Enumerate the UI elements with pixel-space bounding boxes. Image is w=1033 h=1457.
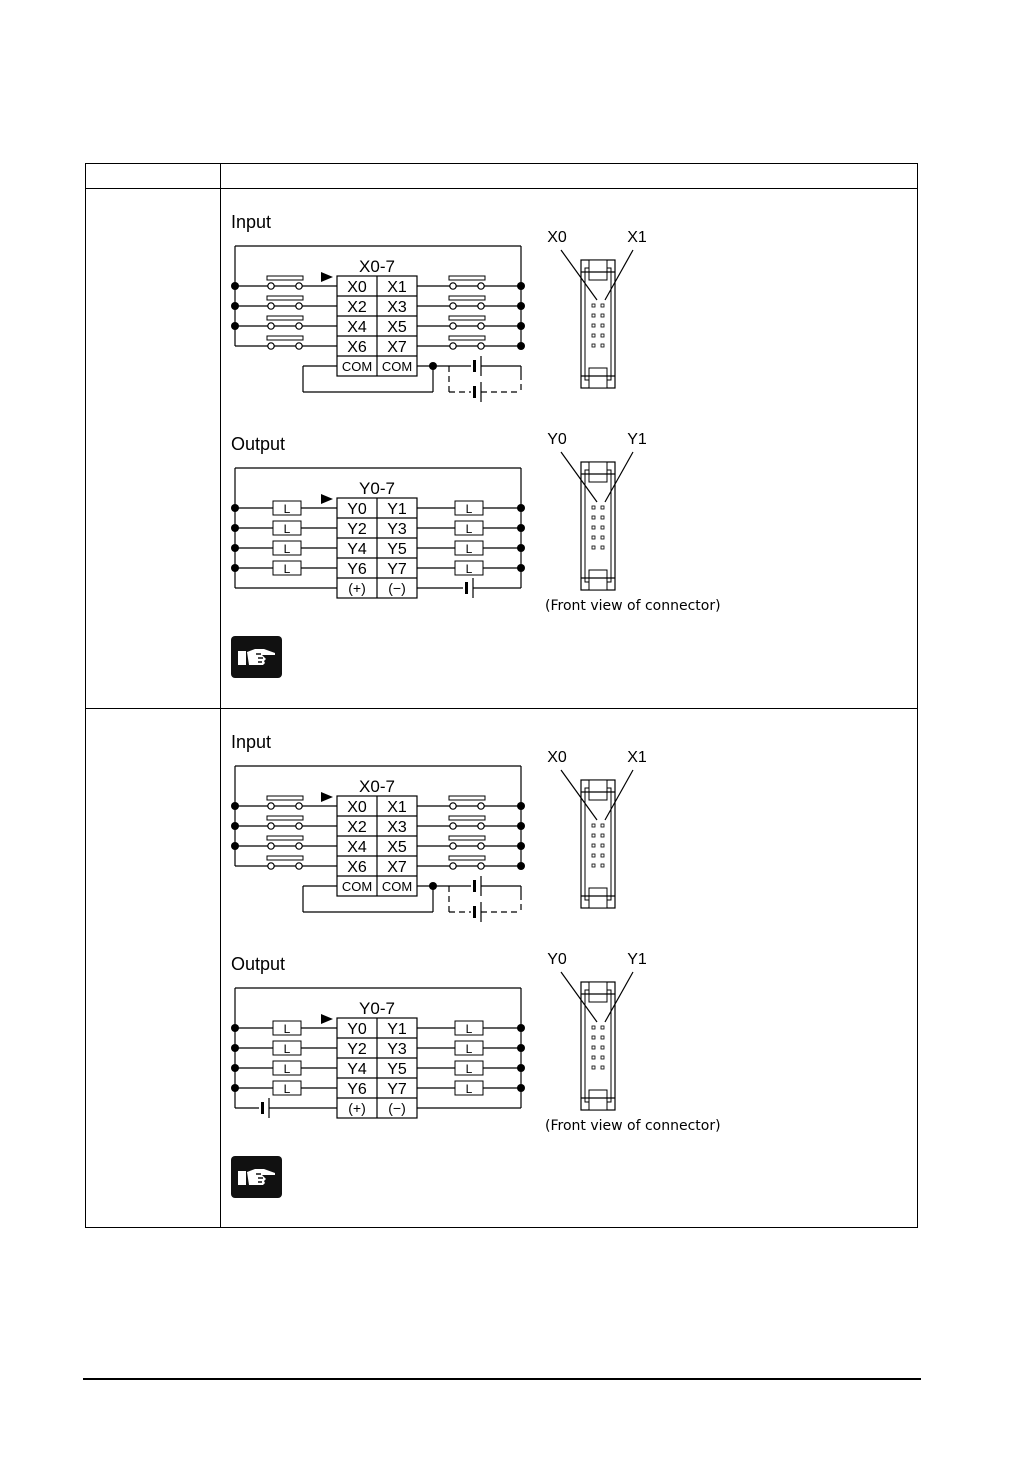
connector-key <box>589 462 607 482</box>
connector-pin <box>592 344 595 347</box>
pointing-hand-icon <box>231 1156 282 1198</box>
connector-pin <box>601 864 604 867</box>
switch-bar <box>267 336 303 340</box>
connector-pin <box>601 1056 604 1059</box>
switch-contact <box>268 323 274 329</box>
terminal-label: X2 <box>347 819 367 836</box>
connector-pin-label: X0 <box>547 749 567 766</box>
switch-contact <box>478 303 484 309</box>
input-heading: Input <box>231 732 272 752</box>
terminal-label: X0 <box>347 799 367 816</box>
terminal-group-label: X0-7 <box>359 777 395 796</box>
connector-pin <box>592 864 595 867</box>
switch-contact <box>478 823 484 829</box>
switch-bar <box>449 316 485 320</box>
switch-contact <box>450 323 456 329</box>
wiring-section-1 <box>225 188 915 708</box>
column-divider <box>220 164 221 1227</box>
switch-contact <box>450 283 456 289</box>
connector-pin <box>601 854 604 857</box>
terminal-label: Y1 <box>387 501 407 518</box>
terminal-label: COM <box>381 359 413 374</box>
wiring-diagram-1 <box>225 188 915 708</box>
switch-contact <box>296 803 302 809</box>
load-label: L <box>465 502 473 516</box>
pin-leader <box>605 770 633 820</box>
switch-contact <box>450 303 456 309</box>
connector-pin-label: Y1 <box>627 431 647 448</box>
load-label: L <box>465 542 473 556</box>
switch-contact <box>268 843 274 849</box>
wiring-section-2 <box>225 708 915 1228</box>
switch-contact <box>450 863 456 869</box>
switch-bar <box>267 816 303 820</box>
switch-contact <box>296 843 302 849</box>
connector-caption: (Front view of connector) <box>545 1118 721 1134</box>
switch-contact <box>296 863 302 869</box>
load-label: L <box>465 1022 473 1036</box>
load-label: L <box>283 1042 291 1056</box>
pointing-hand-icon <box>231 636 282 678</box>
terminal-label: Y2 <box>347 521 367 538</box>
terminal-label: Y2 <box>347 1041 367 1058</box>
terminal-label: Y6 <box>347 1081 367 1098</box>
switch-contact <box>478 803 484 809</box>
connector-pin <box>601 314 604 317</box>
junction-dot <box>517 342 525 350</box>
terminal-label: Y7 <box>387 1081 407 1098</box>
connector-key <box>589 780 607 800</box>
direction-arrow <box>321 494 333 504</box>
connector-key <box>589 1090 607 1110</box>
output-heading: Output <box>231 434 286 454</box>
switch-bar <box>267 856 303 860</box>
switch-contact <box>450 843 456 849</box>
pin-leader <box>605 452 633 502</box>
switch-bar <box>449 276 485 280</box>
terminal-label: Y5 <box>387 1061 407 1078</box>
switch-bar <box>267 836 303 840</box>
load-label: L <box>283 502 291 516</box>
terminal-label: Y1 <box>387 1021 407 1038</box>
switch-contact <box>268 863 274 869</box>
terminal-label: Y0 <box>347 1021 367 1038</box>
load-label: L <box>283 1022 291 1036</box>
terminal-label: Y4 <box>347 1061 367 1078</box>
connector-pin <box>592 526 595 529</box>
switch-contact <box>450 803 456 809</box>
connector-pin <box>601 516 604 519</box>
load-label: L <box>283 542 291 556</box>
terminal-label: Y0 <box>347 501 367 518</box>
terminal-label: Y4 <box>347 541 367 558</box>
switch-contact <box>296 823 302 829</box>
switch-bar <box>449 856 485 860</box>
connector-pin <box>592 1056 595 1059</box>
connector-key <box>589 260 607 280</box>
connector-key <box>589 888 607 908</box>
terminal-label: X7 <box>387 859 407 876</box>
connector-pin-label: Y0 <box>547 431 567 448</box>
switch-contact <box>478 343 484 349</box>
switch-bar <box>267 316 303 320</box>
switch-bar <box>267 796 303 800</box>
battery-symbol-alt <box>473 386 476 398</box>
connector-inner <box>585 990 611 1102</box>
battery-symbol <box>465 582 468 594</box>
terminal-label: X7 <box>387 339 407 356</box>
connector-pin <box>601 844 604 847</box>
connector-pin <box>601 324 604 327</box>
terminal-group-label: Y0-7 <box>359 999 395 1018</box>
terminal-label: X2 <box>347 299 367 316</box>
footer-rule <box>83 1378 921 1380</box>
connector-inner <box>585 268 611 380</box>
connector-pin <box>601 1066 604 1069</box>
connector-pin <box>601 824 604 827</box>
terminal-label: X3 <box>387 819 407 836</box>
terminal-label: Y6 <box>347 561 367 578</box>
switch-bar <box>267 296 303 300</box>
pin-leader <box>605 250 633 300</box>
battery-symbol <box>473 360 476 372</box>
connector-pin <box>592 546 595 549</box>
connector-pin <box>592 1046 595 1049</box>
direction-arrow <box>321 792 333 802</box>
switch-contact <box>268 343 274 349</box>
switch-contact <box>450 823 456 829</box>
connector-pin <box>601 334 604 337</box>
connector-pin <box>592 314 595 317</box>
connector-pin <box>592 1026 595 1029</box>
switch-contact <box>478 843 484 849</box>
terminal-label: X0 <box>347 279 367 296</box>
terminal-label: X3 <box>387 299 407 316</box>
terminal-label: COM <box>381 879 413 894</box>
switch-contact <box>296 303 302 309</box>
terminal-label: Y5 <box>387 541 407 558</box>
connector-caption: (Front view of connector) <box>545 598 721 614</box>
switch-contact <box>296 343 302 349</box>
switch-contact <box>268 823 274 829</box>
connector-pin <box>601 1046 604 1049</box>
switch-bar <box>449 816 485 820</box>
terminal-label: X1 <box>387 279 407 296</box>
connector-pin-label: Y1 <box>627 951 647 968</box>
connector-pin <box>592 834 595 837</box>
switch-bar <box>449 296 485 300</box>
connector-pin <box>592 824 595 827</box>
load-label: L <box>283 1062 291 1076</box>
direction-arrow <box>321 1014 333 1024</box>
switch-contact <box>268 803 274 809</box>
connector-pin-label: Y0 <box>547 951 567 968</box>
switch-bar <box>449 336 485 340</box>
terminal-label: X5 <box>387 319 407 336</box>
terminal-label: (+) <box>348 1100 366 1116</box>
connector-pin <box>592 334 595 337</box>
terminal-label: X1 <box>387 799 407 816</box>
terminal-label: (+) <box>348 580 366 596</box>
connector-pin <box>601 304 604 307</box>
connector-pin <box>601 526 604 529</box>
connector-pin <box>601 546 604 549</box>
output-heading: Output <box>231 954 286 974</box>
load-label: L <box>283 522 291 536</box>
switch-contact <box>478 323 484 329</box>
switch-contact <box>478 863 484 869</box>
terminal-group-label: Y0-7 <box>359 479 395 498</box>
connector-pin <box>592 516 595 519</box>
input-heading: Input <box>231 212 272 232</box>
switch-contact <box>478 283 484 289</box>
switch-contact <box>296 283 302 289</box>
terminal-label: Y3 <box>387 521 407 538</box>
load-label: L <box>465 1062 473 1076</box>
wiring-diagram-2 <box>225 708 915 1228</box>
switch-bar <box>449 796 485 800</box>
connector-pin <box>592 324 595 327</box>
terminal-label: X5 <box>387 839 407 856</box>
switch-bar <box>449 836 485 840</box>
connector-pin <box>601 1026 604 1029</box>
connector-pin <box>592 536 595 539</box>
connector-key <box>589 570 607 590</box>
battery-symbol-alt <box>473 906 476 918</box>
connector-pin <box>592 1036 595 1039</box>
connector-pin-label: X1 <box>627 749 647 766</box>
switch-contact <box>450 343 456 349</box>
connector-pin-label: X0 <box>547 229 567 246</box>
connector-pin <box>601 506 604 509</box>
junction-dot <box>517 862 525 870</box>
terminal-label: (−) <box>388 1100 406 1116</box>
terminal-label: Y3 <box>387 1041 407 1058</box>
connector-pin <box>592 844 595 847</box>
terminal-label: X6 <box>347 339 367 356</box>
direction-arrow <box>321 272 333 282</box>
load-label: L <box>465 562 473 576</box>
terminal-label: COM <box>341 359 373 374</box>
pin-leader <box>605 972 633 1022</box>
load-label: L <box>283 562 291 576</box>
connector-key <box>589 368 607 388</box>
connector-pin <box>601 1036 604 1039</box>
terminal-group-label: X0-7 <box>359 257 395 276</box>
load-label: L <box>465 522 473 536</box>
terminal-label: X4 <box>347 319 367 336</box>
switch-contact <box>296 323 302 329</box>
terminal-label: COM <box>341 879 373 894</box>
load-label: L <box>465 1082 473 1096</box>
terminal-label: X6 <box>347 859 367 876</box>
battery-symbol <box>473 880 476 892</box>
terminal-label: X4 <box>347 839 367 856</box>
load-label: L <box>465 1042 473 1056</box>
connector-inner <box>585 470 611 582</box>
connector-pin-label: X1 <box>627 229 647 246</box>
terminal-label: Y7 <box>387 561 407 578</box>
connector-inner <box>585 788 611 900</box>
switch-contact <box>268 303 274 309</box>
connector-pin <box>592 854 595 857</box>
load-label: L <box>283 1082 291 1096</box>
switch-bar <box>267 276 303 280</box>
battery-symbol <box>261 1102 264 1114</box>
connector-pin <box>592 304 595 307</box>
connector-pin <box>601 536 604 539</box>
connector-pin <box>601 834 604 837</box>
switch-contact <box>268 283 274 289</box>
connector-key <box>589 982 607 1002</box>
terminal-label: (−) <box>388 580 406 596</box>
connector-pin <box>601 344 604 347</box>
connector-pin <box>592 506 595 509</box>
connector-pin <box>592 1066 595 1069</box>
